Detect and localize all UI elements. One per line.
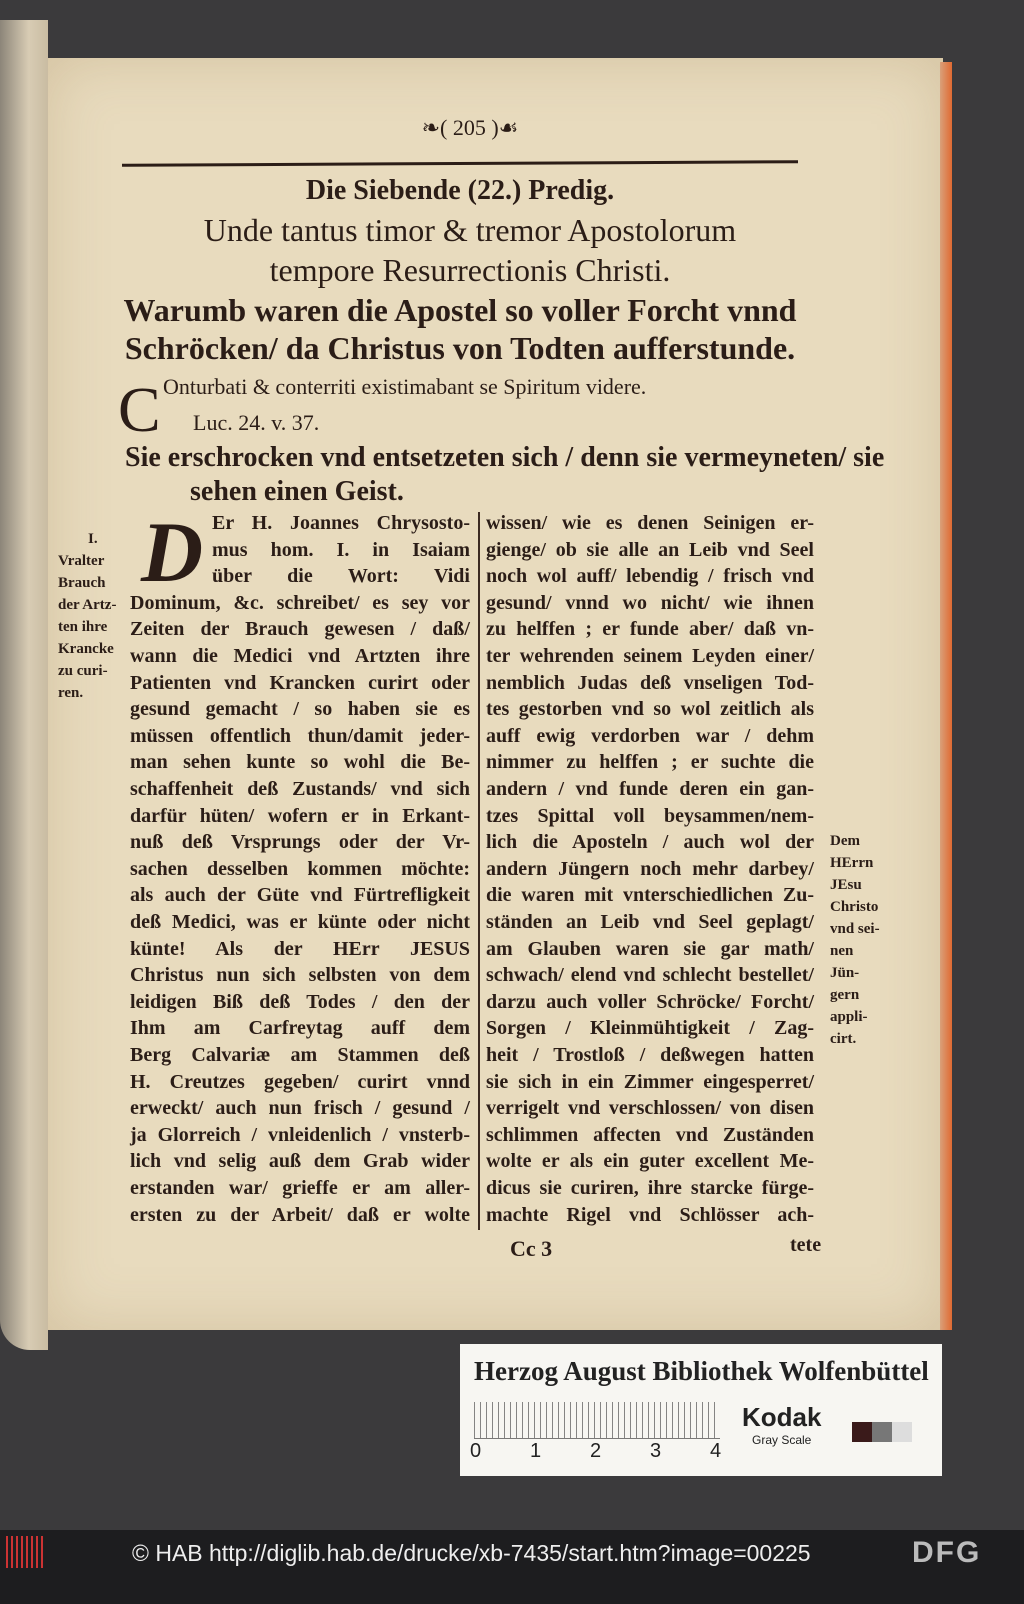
text-line: sachen desselben kommen möchte: [130, 857, 470, 880]
text-line: Christus nun sich selbsten von dem [130, 964, 470, 987]
text-line: wolte er als ein guter excellent Me- [486, 1150, 814, 1173]
scripture-reference: Luc. 24. v. 37. [193, 410, 320, 435]
margin-note-line: Vralter [58, 553, 105, 569]
gray-swatch [872, 1422, 892, 1442]
margin-note-line: Dem [830, 833, 860, 849]
text-line: nuß deß Vrsprungs oder der Vr- [130, 831, 470, 854]
text-line: darzu auch voller Schröcke/ Forcht/ [486, 990, 814, 1013]
column-rule [478, 512, 480, 1230]
text-line: Sorgen / Kleinmühtigkeit / Zag- [486, 1017, 814, 1040]
margin-note-line: cirt. [830, 1031, 857, 1047]
text-line: Ihm am Carfreytag auff dem [130, 1017, 470, 1040]
gray-swatch [852, 1422, 872, 1442]
previous-page-edge [0, 20, 48, 1350]
text-line: ja Glorreich / vnleidenlich / vnsterb- [130, 1123, 470, 1146]
margin-note-line: vnd sei- [830, 921, 880, 937]
text-line: schwach/ elend vnd schlecht bestellet/ [486, 964, 814, 987]
text-line: Berg Calvariæ am Stammen deß [130, 1044, 470, 1066]
text-line: lich vnd selig auß dem Grab wider [130, 1150, 470, 1173]
text-line: auff ewig verdorben war / dehm [486, 724, 814, 747]
text-line: künte! Als der HErr JESUS [130, 937, 470, 960]
text-line: H. Creutzes gegeben/ curirt vnnd [130, 1070, 470, 1093]
text-line: gesund/ vnnd wo nicht/ wie ihnen [486, 591, 814, 614]
text-line: gesund gemacht / so haben sie es [130, 698, 470, 721]
text-line: wissen/ wie es denen Seinigen er- [486, 512, 814, 534]
text-line: am Glauben waren sie gar math/ [486, 937, 814, 960]
text-line: leidigen Biß deß Todes / den der [130, 990, 470, 1013]
signature-mark: Cc 3 [510, 1236, 553, 1261]
gray-scale-label: Gray Scale [752, 1433, 812, 1447]
text-line: dicus sie curiren, ihre starcke fürge- [486, 1177, 814, 1199]
gray-swatch [892, 1422, 912, 1442]
text-line: nimmer zu helffen ; er suchte die [486, 751, 814, 774]
sermon-heading: Die Siebende (22.) Predig. [305, 175, 615, 206]
text-line: darfür hüten/ wofern er in Erkant- [130, 804, 470, 827]
text-line: erstanden war/ grieffe er am aller- [130, 1177, 470, 1199]
text-line: schlimmen affecten vnd Zuständen [486, 1123, 814, 1146]
text-line: tes gestorben vnd so wol zeitlich als [486, 698, 814, 721]
margin-note-line: zu curi- [58, 663, 108, 679]
text-line: nemblich Judas deß vnseligen Tod- [486, 671, 814, 694]
margin-note-line: appli- [830, 1009, 868, 1025]
text-line: über die Wort: Vidi [212, 565, 470, 588]
margin-note-line: gern [830, 987, 860, 1003]
scripture-german-line: sehen einen Geist. [190, 476, 404, 507]
text-line: tzes Spittal voll beysammen/nem- [486, 804, 814, 827]
text-line: Dominum, &c. schreibet/ es sey vor [130, 591, 470, 614]
dfg-logo: DFG [912, 1536, 982, 1569]
margin-note-line: HErrn [830, 855, 874, 871]
text-line: man sehen kunte so wohl die Be- [130, 751, 470, 774]
text-line: ständen an Leib vnd Seel geplagt/ [486, 911, 814, 933]
text-line: deß Medici, was er künte oder nicht [130, 911, 470, 933]
text-line: ersten zu der Arbeit/ daß er wolte [130, 1203, 470, 1226]
text-line: ter wehrenden seinem Leyden einer/ [486, 645, 814, 667]
latin-title-line: tempore Resurrectionis Christi. [269, 252, 671, 288]
text-line: wann die Medici vnd Artzten ihre [130, 645, 470, 667]
ruler-label: 3 [650, 1440, 662, 1462]
text-line: lich die Aposteln / auch wol der [486, 831, 814, 854]
text-line: Patienten vnd Krancken curirt oder [130, 671, 470, 694]
margin-note-line: Krancke [58, 641, 114, 657]
text-line: müssen offentlich thun/damit jeder- [130, 724, 470, 747]
ruler-label: 1 [530, 1440, 542, 1462]
barcode-icon [6, 1536, 46, 1568]
text-line: schaffenheit deß Zustands/ vnd sich [130, 778, 470, 800]
scripture-initial: C [118, 374, 161, 445]
margin-note-line: nen [830, 943, 854, 959]
scale-ruler [474, 1402, 720, 1439]
catchword: tete [790, 1234, 822, 1256]
text-line: Er H. Joannes Chrysosto- [212, 512, 470, 534]
text-line: die waren mit vnterschiedlichen Zu- [486, 884, 814, 907]
scripture-german-line: Sie erschrocken vnd entsetzeten sich / denn sie vermeyneten/ sie [125, 442, 885, 473]
text-line: verrigelt vnd verschlossen/ von disen [486, 1097, 814, 1120]
margin-note-line: der Artz- [58, 597, 117, 613]
text-line: als auch der Güte vnd Fürtrefligkeit [130, 884, 470, 907]
text-line: erweckt/ auch nun frisch / gesund / [130, 1097, 470, 1120]
text-line: mus hom. I. in Isaiam [212, 538, 470, 561]
german-title-line: Schröcken/ da Christus von Todten aufferstunde. [124, 330, 796, 366]
latin-title-line: Unde tantus timor & tremor Apostolorum [203, 212, 737, 248]
text-line: andern / vnd funde deren ein gan- [486, 778, 814, 800]
margin-note-line: Brauch [58, 575, 106, 591]
margin-note-line: ren. [58, 685, 84, 701]
ruler-label: 0 [470, 1440, 482, 1462]
footer-bar [0, 1530, 1024, 1604]
margin-note-line: Christo [830, 899, 879, 915]
scripture-latin-line: Onturbati & conterriti existimabant se Spiritum videre. [163, 374, 647, 399]
kodak-logo: Kodak [742, 1402, 822, 1432]
text-line: Zeiten der Brauch gewesen / daß/ [130, 618, 470, 641]
text-line: zu helffen ; er funde aber/ daß vn- [486, 618, 814, 641]
margin-note-line: ten ihre [58, 619, 108, 635]
margin-note-line: I. [88, 531, 98, 547]
footer-credit-link[interactable]: © HAB http://diglib.hab.de/drucke/xb-7435/start.htm?image=00225 [132, 1540, 811, 1566]
library-name: Herzog August Bibliothek Wolfenbüttel [474, 1356, 929, 1386]
ruler-label: 4 [710, 1440, 722, 1462]
page-edge [940, 62, 952, 1330]
page-number: ❧( 205 )☙ [421, 115, 519, 140]
text-line: gienge/ ob sie alle an Leib vnd Seel [486, 538, 814, 561]
margin-note-line: JEsu [830, 877, 862, 893]
text-line: heit / Trostloß / deßwegen hatten [486, 1044, 814, 1066]
ruler-label: 2 [590, 1440, 602, 1462]
color-calibration-card [460, 1344, 942, 1476]
german-title-line: Warumb waren die Apostel so voller Forcht vnnd [123, 292, 797, 328]
text-line: andern Jüngern noch mehr darbey/ [486, 857, 814, 880]
text-line: noch wol auff/ lebendig / frisch vnd [486, 565, 814, 588]
text-line: sie sich in ein Zimmer eingesperret/ [486, 1070, 814, 1093]
text-line: machte Rigel vnd Schlösser ach- [486, 1203, 814, 1226]
drop-initial: D [140, 504, 204, 600]
margin-note-line: Jün- [830, 965, 860, 981]
